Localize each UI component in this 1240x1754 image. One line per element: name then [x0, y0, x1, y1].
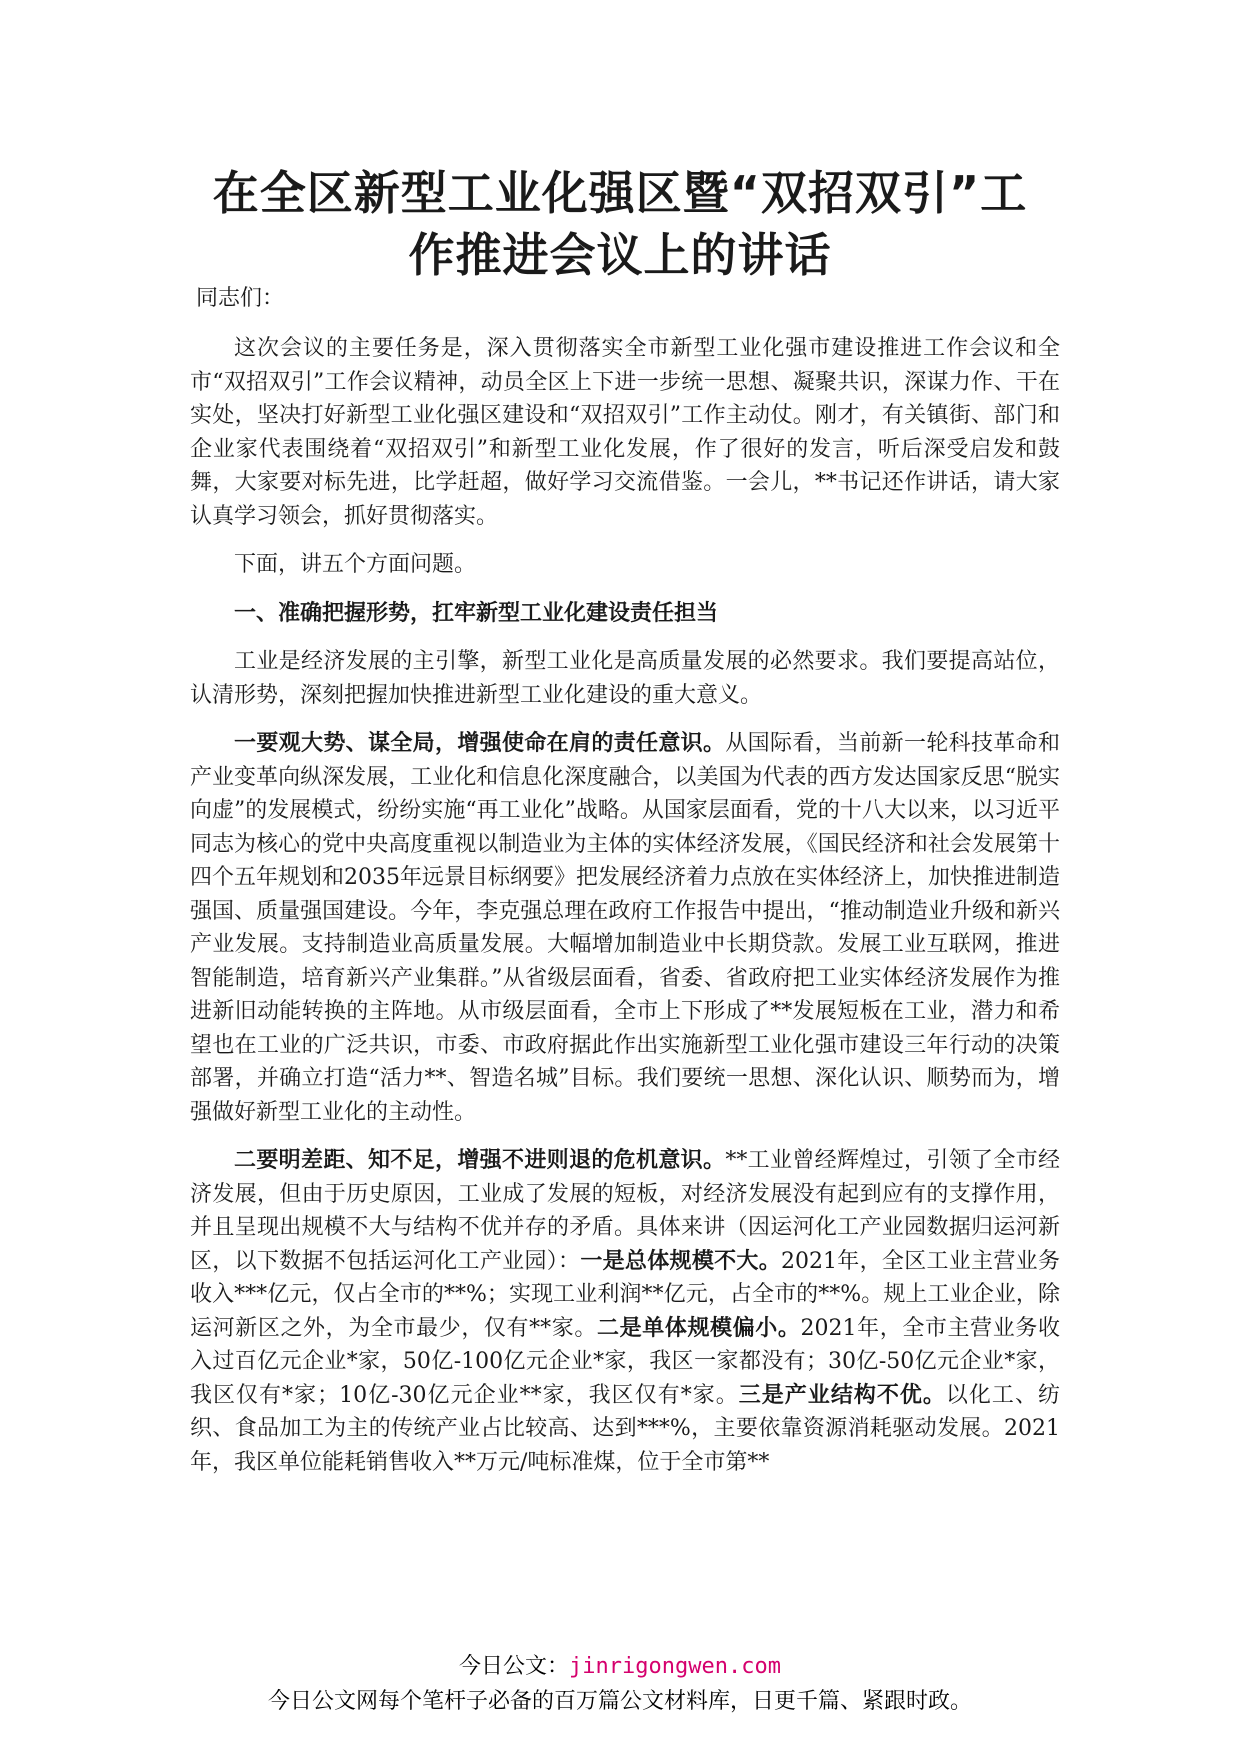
- footer-site-label: 今日公文：: [459, 1654, 570, 1679]
- point-1-lead: 一要观大势、谋全局，增强使命在肩的责任意识。: [234, 731, 726, 756]
- salutation: 同志们：: [196, 286, 285, 311]
- footer-site-link[interactable]: jinrigongwen.com: [569, 1654, 781, 1679]
- footer-site-line: [0, 1650, 1240, 1684]
- point-2-sub3-lead: 三是产业结构不优。: [738, 1382, 946, 1408]
- paragraph-point-1: [190, 727, 1060, 1129]
- site-footer: [0, 1650, 1240, 1720]
- point-2-sub1-lead: 一是总体规模不大。: [580, 1248, 782, 1274]
- footer-tagline: 今日公文网每个笔杆子必备的百万篇公文材料库，日更千篇、紧跟时政。: [267, 1689, 972, 1714]
- section1-intro: 工业是经济发展的主引擎，新型工业化是高质量发展的必然要求。我们要提高站位，认清形势，深刻把握加快推进新型工业化建设的重大意义。: [190, 649, 1060, 708]
- paragraph-intro: 这次会议的主要任务是，深入贯彻落实全市新型工业化强市建设推进工作会议和全市“双招双引”工作会议精神，动员全区上下进一步统一思想、凝聚共识，深谋力作、干在实处，坚决打好新型工业化强区建设和“双招双引”工作主动仗。刚才，有关镇街、部门和企业家代表围绕着“双招双引”和新型工业化发展，作了很好的发言，听后深受启发和鼓舞，大家要对标先进，比学赶超，做好学习交流借鉴。一会儿，**书记还作讲话，请大家认真学习领会，抓好贯彻落实。: [190, 336, 1060, 529]
- point-1-text: 从国际看，当前新一轮科技革命和产业变革向纵深发展，工业化和信息化深度融合，以美国为代表的西方发达国家反思“脱实向虚”的发展模式，纷纷实施“再工业化”战略。从国家层面看，党的十八大以来，以习近平同志为核心的党中央高度重视以制造业为主体的实体经济发展，《国民经济和社会发展第十四个五年规划和2035年远景目标纲要》把发展经济着力点放在实体经济上，加快推进制造强国、质量强国建设。今年，李克强总理在政府工作报告中提出，“推动制造业升级和新兴产业发展。支持制造业高质量发展。大幅增加制造业中长期贷款。发展工业互联网，推进智能制造，培育新兴产业集群。”从省级层面看，省委、省政府把工业实体经济发展作为推进新旧动能转换的主阵地。从市级层面看，全市上下形成了**发展短板在工业，潜力和希望也在工业的广泛共识，市委、市政府据此作出实施新型工业化强市建设三年行动的决策部署，并确立打造“活力**、智造名城”目标。我们要统一思想、深化认识、顺势而为，增强做好新型工业化的主动性。: [190, 731, 1060, 1125]
- point-2-sub1-text: 2021年，全区工业主营业务收入***亿元，仅占全市的**%；实现工业利润**亿元，占全市的**%。规上工业企业，除运河新区之外，为全市最少，仅有**家。: [190, 1248, 1060, 1341]
- document-title: 在全区新型工业化强区暨“双招双引”工作推进会议上的讲话: [212, 166, 1028, 282]
- document-body: [190, 332, 1060, 1494]
- point-2-sub2-lead: 二是单体规模偏小。: [597, 1315, 801, 1341]
- point-2-sub2-text: 2021年，全市主营业务收入过百亿元企业*家，50亿-100亿元企业*家，我区一家都没有；30亿-50亿元企业*家，我区仅有*家；10亿-30亿元企业**家，我区仅有*家。: [190, 1315, 1060, 1408]
- paragraph-outline: 下面，讲五个方面问题。: [234, 552, 477, 577]
- paragraph-point-2: [190, 1144, 1060, 1479]
- point-2-text: **工业曾经辉煌过，引领了全市经济发展，但由于历史原因，工业成了发展的短板，对经济发展没有起到应有的支撑作用，并且呈现出规模不大与结构不优并存的矛盾。具体来讲（因运河化工产业园数据归运河新区，以下数据不包括运河化工产业园）：: [190, 1148, 1060, 1274]
- section-heading-1: 一、准确把握形势，扛牢新型工业化建设责任担当: [234, 600, 719, 626]
- point-2-lead: 二要明差距、知不足，增强不进则退的危机意识。: [234, 1148, 726, 1173]
- point-2-sub3-text: 以化工、纺织、食品加工为主的传统产业占比较高、达到***%，主要依靠资源消耗驱动发展。2021年，我区单位能耗销售收入**万元/吨标准煤，位于全市第**: [190, 1382, 1060, 1475]
